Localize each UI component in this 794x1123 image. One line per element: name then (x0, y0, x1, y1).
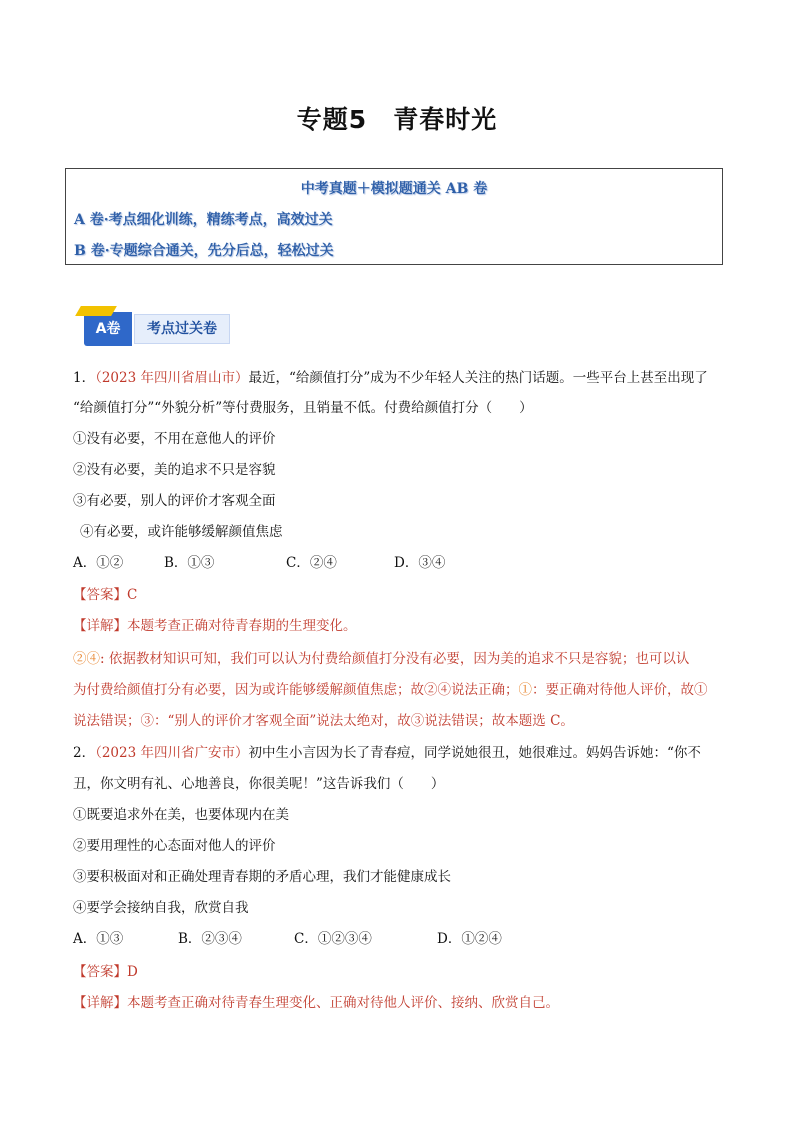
q1-expl-2b: ① (518, 682, 532, 698)
q2-source: （2023 年四川省广安市） (95, 745, 249, 761)
q1-number: 1． (73, 370, 96, 386)
q1-item-3: ③有必要，别人的评价才客观全面 (73, 493, 276, 509)
q1-option-b: B．①③ (164, 555, 215, 571)
q1-answer-value: C (127, 587, 138, 603)
q1-item-1: ①没有必要，不用在意他人的评价 (73, 431, 276, 447)
q2-stem-1: 初中生小言因为长了青春痘，同学说她很丑，她很难过。妈妈告诉她：“你不 (248, 745, 701, 761)
banner-heading: 中考真题＋模拟题通关 AB 卷 (300, 181, 488, 197)
q1-options (73, 553, 733, 573)
q2-detail-text: 本题考查正确对待青春生理变化、正确对待他人评价、接纳、欣赏自己。 (127, 995, 559, 1011)
q1-item-4: ④有必要，或许能够缓解颜值焦虑 (80, 524, 283, 540)
intro-banner (65, 168, 723, 265)
q1-expl-1b: : 依据教材知识可知，我们可以认为付费给颜值打分没有必要，因为美的追求不只是容貌；也可以认 (100, 651, 690, 667)
q2-item-4: ④要学会接纳自我，欣赏自我 (73, 900, 249, 916)
section-tag: A卷 (84, 312, 132, 346)
q2-option-c: C．①②③④ (294, 931, 372, 947)
q1-source: （2023 年四川省眉山市） (95, 370, 249, 386)
q1-stem-line-2: “给颜值打分”“外貌分析”等付费服务，且销量不低。付费给颜值打分（ ） (73, 400, 533, 416)
q2-number: 2． (73, 745, 96, 761)
q2-item-3: ③要积极面对和正确处理青春期的矛盾心理，我们才能健康成长 (73, 869, 451, 885)
q1-detail (73, 616, 733, 636)
q1-explanation-line-1 (73, 649, 733, 669)
q1-option-a: A．①② (73, 555, 124, 571)
q1-expl-1a: ②④ (73, 651, 100, 667)
q1-answer (73, 585, 733, 605)
q1-expl-2c: ：要正确对待他人评价，故① (532, 682, 708, 698)
banner-line-b: B 卷·专题综合通关，先分后总，轻松过关 (74, 243, 334, 259)
q2-options (73, 929, 733, 949)
q1-detail-text: 本题考查正确对待青春期的生理变化。 (127, 618, 357, 634)
q1-expl-2a: 为付费给颜值打分有必要，因为或许能够缓解颜值焦虑；故②④说法正确； (73, 682, 519, 698)
q1-option-c: C．②④ (286, 555, 337, 571)
q2-answer-value: D (127, 964, 138, 980)
q2-option-d: D．①②④ (437, 931, 502, 947)
q2-answer (73, 962, 733, 982)
q1-detail-label: 【详解】 (73, 618, 127, 634)
q1-stem-1: 最近，“给颜值打分”成为不少年轻人关注的热门话题。一些平台上甚至出现了 (248, 370, 708, 386)
q2-stem-line-2: 丑，你文明有礼、心地善良，你很美呢！”这告诉我们（ ） (73, 776, 445, 792)
page-title: 专题5 青春时光 (296, 105, 498, 134)
q2-item-1: ①既要追求外在美，也要体现内在美 (73, 807, 289, 823)
q2-answer-label: 【答案】 (73, 964, 127, 980)
banner-line-a: A 卷·考点细化训练，精练考点，高效过关 (74, 212, 333, 228)
q2-option-b: B．②③④ (178, 931, 242, 947)
q1-item-2: ②没有必要，美的追求不只是容貌 (73, 462, 276, 478)
q2-detail-label: 【详解】 (73, 995, 127, 1011)
q2-option-a: A．①③ (73, 931, 124, 947)
section-label: 考点过关卷 (134, 314, 230, 344)
q2-detail (73, 993, 733, 1013)
q1-explanation-line-3: 说法错误；③：“别人的评价才客观全面”说法太绝对，故③说法错误；故本题选 C。 (73, 713, 574, 729)
q1-answer-label: 【答案】 (73, 587, 127, 603)
q1-stem-line-1 (73, 368, 733, 388)
q1-option-d: D．③④ (394, 555, 446, 571)
q2-stem-line-1 (73, 743, 733, 763)
section-header (84, 312, 234, 346)
q1-explanation-line-2 (73, 680, 733, 700)
q2-item-2: ②要用理性的心态面对他人的评价 (73, 838, 276, 854)
